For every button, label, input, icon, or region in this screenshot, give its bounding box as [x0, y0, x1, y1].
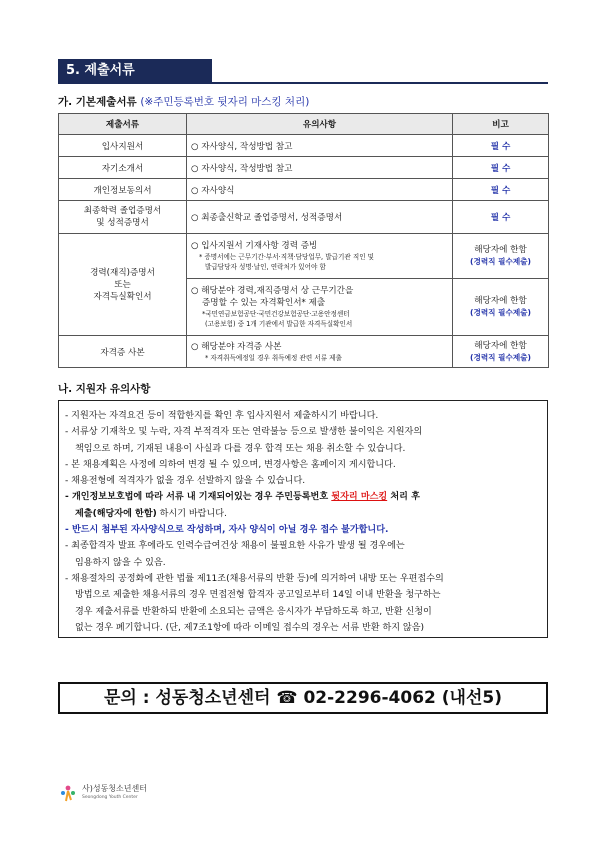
remark-career: (경력직 필수제출) — [470, 352, 531, 362]
notice-text: - 개인정보보호법에 따라 서류 내 기재되어있는 경우 주민등록번호 — [65, 492, 332, 503]
center-logo — [58, 782, 147, 804]
table-row-license — [59, 336, 549, 368]
notice-item-cont: 임용하지 않을 수 있음. — [75, 557, 166, 568]
notice-item-form: - 반드시 첨부된 자사양식으로 작성하며, 자사 양식이 아닐 경우 접수 불가합니다. — [65, 525, 389, 536]
remark-cell: 필 수 — [453, 157, 549, 179]
notice-item-cont — [65, 506, 539, 522]
remark-cell: 필 수 — [453, 201, 549, 234]
notice-item: - 채용전형에 적격자가 없을 경우 선발하지 않을 수 있습니다. — [65, 476, 306, 487]
notice-text: 하시기 바랍니다. — [156, 508, 227, 519]
table-row — [59, 157, 549, 179]
note-line: ○ 해당분야 경력,재직증명서 상 근무기간을 — [191, 286, 354, 296]
notice-item-cont: 방법으로 제출한 채용서류의 경우 면접전형 합격자 공고일로부터 14일 이내 반환을 청구하는 — [75, 590, 441, 601]
notice-highlight: 뒷자리 마스킹 — [331, 492, 388, 503]
note-cell — [187, 279, 453, 336]
remark-line: 해당자에 한함 — [474, 340, 527, 351]
remark-cell — [453, 279, 549, 336]
header-doc: 제출서류 — [59, 114, 187, 135]
doc-cell — [59, 201, 187, 234]
subsection-a-note: (※주민등록번호 뒷자리 마스킹 처리) — [140, 96, 310, 108]
subsection-a-title: 가. 기본제출서류 — [58, 96, 137, 108]
doc-line: 경력(재직)증명서 — [90, 267, 155, 278]
note-subline: (고용보험) 중 1개 기관에서 발급한 자격득실확인서 — [205, 320, 353, 328]
note-cell — [187, 336, 453, 368]
logo-text — [82, 784, 147, 802]
doc-cell: 개인정보동의서 — [59, 179, 187, 201]
table-row-career-a — [59, 234, 549, 279]
notice-bold: 제출(해당자에 한함) — [75, 508, 157, 519]
table-header-row — [59, 114, 549, 135]
table-row — [59, 179, 549, 201]
remark-career: (경력직 필수제출) — [470, 308, 531, 317]
note-subline: * 증명서에는 근무기간·부서·직책·담당업무, 발급기관 직인 및 — [199, 253, 375, 261]
logo-name: 사)성동청소년센터 — [82, 784, 147, 793]
logo-sub: Seongdong Youth Center — [82, 795, 138, 800]
doc-cell: 입사지원서 — [59, 135, 187, 157]
center-logo-icon — [58, 783, 78, 803]
note-cell: ○ 최종출신학교 졸업증명서, 성적증명서 — [187, 201, 453, 234]
subsection-b-title: 나. 지원자 유의사항 — [58, 383, 151, 395]
notice-item: - 채용절차의 공정화에 관한 법률 제11조(채용서류의 반환 등)에 의거하여 내방 또는 우편접수의 — [65, 573, 444, 584]
note-line: 증명할 수 있는 자격확인서* 제출 — [202, 298, 326, 308]
note-subline: * 자격취득예정일 경우 취득예정 관련 서류 제출 — [205, 353, 342, 362]
doc-cell: 자격증 사본 — [59, 336, 187, 368]
table-row — [59, 135, 549, 157]
remark-career: (경력직 필수제출) — [470, 257, 531, 266]
career-doc-cell — [59, 234, 187, 336]
note-cell: ○ 자사양식, 작성방법 참고 — [187, 157, 453, 179]
notice-item-cont: 경우 제출서류를 반환하되 반환에 소요되는 금액은 응시자가 부담하도록 하고, 반환 신청이 — [75, 606, 432, 617]
notice-text: 처리 후 — [387, 492, 420, 503]
doc-line: 자격득실확인서 — [93, 291, 152, 302]
notice-item: - 서류상 기재착오 및 누락, 자격 부적격자 또는 연락불능 등으로 발생한 불이익은 지원자의 — [65, 427, 423, 438]
remark-cell — [453, 234, 549, 279]
phone-icon: ☎ — [276, 688, 298, 708]
contact-box — [58, 682, 548, 714]
doc-line: 또는 — [114, 279, 131, 290]
remark-line: 해당자에 한함 — [474, 245, 527, 255]
documents-table — [58, 113, 549, 368]
doc-line: 최종학력 졸업증명서 — [83, 206, 162, 216]
section-divider — [58, 82, 548, 84]
doc-cell: 자기소개서 — [59, 157, 187, 179]
note-line: ○ 해당분야 자격증 사본 — [191, 341, 282, 352]
notice-box — [58, 400, 548, 638]
note-cell: ○ 자사양식, 작성방법 참고 — [187, 135, 453, 157]
notice-item: - 최종합격자 발표 후에라도 인력수급여건상 채용이 불필요한 사유가 발생 될 경우에는 — [65, 541, 405, 552]
notice-item-cont: 없는 경우 폐기합니다. (단, 제7조1항에 따라 이메일 접수의 경우는 서류 반환 하지 않음) — [75, 622, 425, 633]
note-cell — [187, 234, 453, 279]
subsection-a-heading — [58, 94, 309, 109]
note-subline: *국민연금보험공단·국민건강보험공단·고용안정센터 — [202, 310, 350, 318]
contact-phone: 02-2296-4062 (내선5) — [303, 688, 502, 708]
notice-item-cont: 책임으로 하며, 기재된 내용이 사실과 다를 경우 합격 또는 채용 취소할 수 있습니다. — [75, 443, 406, 454]
remark-cell: 필 수 — [453, 179, 549, 201]
header-note: 유의사항 — [187, 114, 453, 135]
notice-item-masking — [65, 489, 539, 505]
note-line: ○ 입사지원서 기재사항 경력 증빙 — [191, 241, 318, 251]
notice-item: - 지원자는 자격요건 등이 적합한지를 확인 후 입사지원서 제출하시기 바랍니다. — [65, 411, 379, 421]
note-subline: 발급담당자 성명·날인, 연락처가 있어야 함 — [205, 263, 326, 271]
contact-label: 문의 : 성동청소년센터 — [104, 688, 271, 708]
header-remark: 비고 — [453, 114, 549, 135]
notice-item: - 본 채용계획은 사정에 의하여 변경 될 수 있으며, 변경사항은 홈페이지 게시합니다. — [65, 459, 396, 470]
doc-line: 및 성적증명서 — [96, 218, 149, 228]
remark-cell: 필 수 — [453, 135, 549, 157]
table-row — [59, 201, 549, 234]
note-cell: ○ 자사양식 — [187, 179, 453, 201]
section-title: 5. 제출서류 — [58, 59, 212, 83]
remark-line: 해당자에 한함 — [474, 296, 527, 306]
remark-cell — [453, 336, 549, 368]
